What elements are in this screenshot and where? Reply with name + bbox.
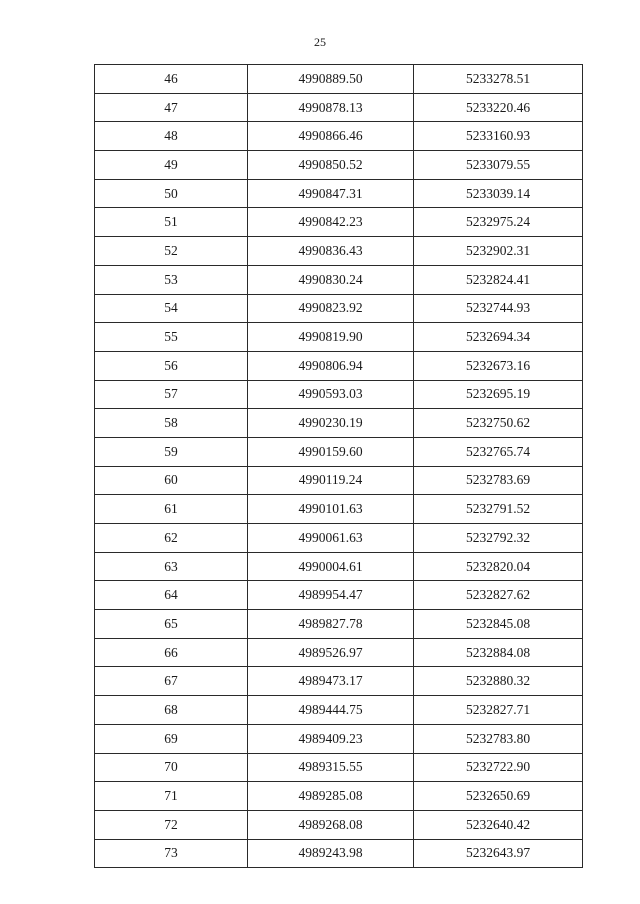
y-coordinate-cell: 5232827.62 (414, 581, 583, 610)
point-number-cell: 56 (95, 351, 248, 380)
x-coordinate-cell: 4990878.13 (248, 93, 414, 122)
point-number-cell: 57 (95, 380, 248, 409)
point-number-cell: 55 (95, 323, 248, 352)
x-coordinate-cell: 4989409.23 (248, 724, 414, 753)
y-coordinate-cell: 5232827.71 (414, 696, 583, 725)
table-row (95, 265, 583, 294)
point-number-cell: 68 (95, 696, 248, 725)
table-row (95, 581, 583, 610)
x-coordinate-cell: 4990004.61 (248, 552, 414, 581)
table-row (95, 122, 583, 151)
table-row (95, 351, 583, 380)
page-number: 25 (314, 35, 326, 49)
y-coordinate-cell: 5232824.41 (414, 265, 583, 294)
x-coordinate-cell: 4990819.90 (248, 323, 414, 352)
table-row (95, 179, 583, 208)
y-coordinate-cell: 5232643.97 (414, 839, 583, 868)
y-coordinate-cell: 5232792.32 (414, 524, 583, 553)
table-row (95, 839, 583, 868)
table-row (95, 380, 583, 409)
x-coordinate-cell: 4990806.94 (248, 351, 414, 380)
x-coordinate-cell: 4990830.24 (248, 265, 414, 294)
y-coordinate-cell: 5232820.04 (414, 552, 583, 581)
point-number-cell: 70 (95, 753, 248, 782)
y-coordinate-cell: 5232902.31 (414, 237, 583, 266)
x-coordinate-cell: 4989268.08 (248, 810, 414, 839)
x-coordinate-cell: 4990159.60 (248, 437, 414, 466)
point-number-cell: 51 (95, 208, 248, 237)
y-coordinate-cell: 5232650.69 (414, 782, 583, 811)
table-row (95, 524, 583, 553)
y-coordinate-cell: 5233079.55 (414, 151, 583, 180)
x-coordinate-cell: 4989827.78 (248, 610, 414, 639)
y-coordinate-cell: 5232673.16 (414, 351, 583, 380)
table-row (95, 667, 583, 696)
table-row (95, 409, 583, 438)
x-coordinate-cell: 4990847.31 (248, 179, 414, 208)
point-number-cell: 61 (95, 495, 248, 524)
x-coordinate-cell: 4990101.63 (248, 495, 414, 524)
x-coordinate-cell: 4990061.63 (248, 524, 414, 553)
table-row (95, 151, 583, 180)
point-number-cell: 49 (95, 151, 248, 180)
y-coordinate-cell: 5232880.32 (414, 667, 583, 696)
table-row (95, 437, 583, 466)
y-coordinate-cell: 5233278.51 (414, 65, 583, 94)
point-number-cell: 59 (95, 437, 248, 466)
point-number-cell: 47 (95, 93, 248, 122)
table-row (95, 610, 583, 639)
table-row (95, 495, 583, 524)
point-number-cell: 63 (95, 552, 248, 581)
x-coordinate-cell: 4990889.50 (248, 65, 414, 94)
coordinates-table-body (95, 65, 583, 868)
x-coordinate-cell: 4990119.24 (248, 466, 414, 495)
point-number-cell: 71 (95, 782, 248, 811)
x-coordinate-cell: 4989444.75 (248, 696, 414, 725)
x-coordinate-cell: 4989526.97 (248, 638, 414, 667)
x-coordinate-cell: 4990823.92 (248, 294, 414, 323)
y-coordinate-cell: 5232694.34 (414, 323, 583, 352)
point-number-cell: 53 (95, 265, 248, 294)
coordinates-table (94, 64, 583, 868)
table-row (95, 237, 583, 266)
point-number-cell: 54 (95, 294, 248, 323)
y-coordinate-cell: 5232783.69 (414, 466, 583, 495)
y-coordinate-cell: 5232884.08 (414, 638, 583, 667)
y-coordinate-cell: 5232640.42 (414, 810, 583, 839)
table-row (95, 208, 583, 237)
x-coordinate-cell: 4989285.08 (248, 782, 414, 811)
table-row (95, 696, 583, 725)
x-coordinate-cell: 4989473.17 (248, 667, 414, 696)
x-coordinate-cell: 4989243.98 (248, 839, 414, 868)
point-number-cell: 62 (95, 524, 248, 553)
point-number-cell: 50 (95, 179, 248, 208)
x-coordinate-cell: 4990866.46 (248, 122, 414, 151)
y-coordinate-cell: 5232765.74 (414, 437, 583, 466)
table-row (95, 724, 583, 753)
table-row (95, 323, 583, 352)
table-row (95, 782, 583, 811)
point-number-cell: 73 (95, 839, 248, 868)
y-coordinate-cell: 5233220.46 (414, 93, 583, 122)
table-row (95, 93, 583, 122)
x-coordinate-cell: 4990230.19 (248, 409, 414, 438)
point-number-cell: 46 (95, 65, 248, 94)
y-coordinate-cell: 5232975.24 (414, 208, 583, 237)
point-number-cell: 60 (95, 466, 248, 495)
table-row (95, 466, 583, 495)
table-row (95, 294, 583, 323)
y-coordinate-cell: 5233039.14 (414, 179, 583, 208)
table-row (95, 810, 583, 839)
table-row (95, 753, 583, 782)
y-coordinate-cell: 5232695.19 (414, 380, 583, 409)
y-coordinate-cell: 5232744.93 (414, 294, 583, 323)
y-coordinate-cell: 5232783.80 (414, 724, 583, 753)
y-coordinate-cell: 5233160.93 (414, 122, 583, 151)
table-row (95, 552, 583, 581)
table-row (95, 638, 583, 667)
x-coordinate-cell: 4990842.23 (248, 208, 414, 237)
y-coordinate-cell: 5232845.08 (414, 610, 583, 639)
point-number-cell: 58 (95, 409, 248, 438)
x-coordinate-cell: 4990593.03 (248, 380, 414, 409)
x-coordinate-cell: 4990850.52 (248, 151, 414, 180)
y-coordinate-cell: 5232722.90 (414, 753, 583, 782)
x-coordinate-cell: 4989315.55 (248, 753, 414, 782)
table-row (95, 65, 583, 94)
point-number-cell: 48 (95, 122, 248, 151)
y-coordinate-cell: 5232791.52 (414, 495, 583, 524)
point-number-cell: 72 (95, 810, 248, 839)
point-number-cell: 52 (95, 237, 248, 266)
point-number-cell: 69 (95, 724, 248, 753)
y-coordinate-cell: 5232750.62 (414, 409, 583, 438)
point-number-cell: 64 (95, 581, 248, 610)
x-coordinate-cell: 4989954.47 (248, 581, 414, 610)
point-number-cell: 67 (95, 667, 248, 696)
x-coordinate-cell: 4990836.43 (248, 237, 414, 266)
point-number-cell: 66 (95, 638, 248, 667)
point-number-cell: 65 (95, 610, 248, 639)
